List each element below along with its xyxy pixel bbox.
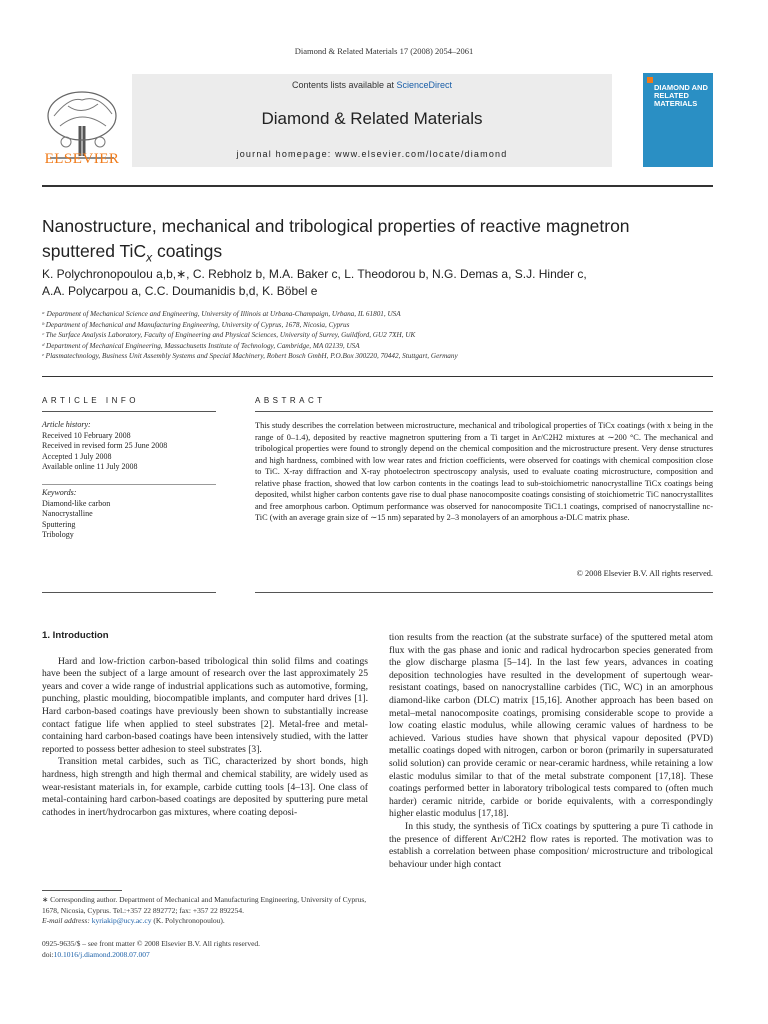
paragraph: tion results from the reaction (at the substrate surface) of the sputtered metal atom flux with the gas phase and ionic and radical hydrocarbon species generated from the glow discharge plasma [5–14]. In the last few years, advances in coating deposition technologies have resulted in the development of supertough wear-resistant coatings, based on nanocrystalline carbides (TiC, WC) in an amorphous diamond-like carbon (DLC) matrix [15,16]. Another approach has been based on metal–metal nanocomposite coatings, promising considerable scope to provide a low coating elastic modulus, while allowing ceramic values of hardness to be achieved. Various studies have shown that physical vapour deposited (PVD) metallic coatings doped with nitrogen, carbon or boron (primarily in supersaturated solid solution) can provide ceramic or near-ceramic hardness, while retaining a low elastic modulus similar to that of the metal substrate component [17,18]. These coatings performed better in laboratory tribological tests compared to (often much harder) ceramic nitride, carbide or boride equivalents, with a correspondingly higher elastic modulus [17,18]. bbox=[389, 632, 713, 820]
title-line-1: Nanostructure, mechanical and tribological properties of reactive magnetron bbox=[42, 216, 630, 236]
abstract-bottom-rule bbox=[255, 592, 713, 593]
article-info-heading: ARTICLE INFO bbox=[42, 396, 139, 405]
doi-label: doi: bbox=[42, 949, 54, 959]
article-info-bottom-rule bbox=[42, 592, 216, 593]
footnote-text: ∗ Corresponding author. Department of Mechanical and Manufacturing Engineering, University of Cyprus, 1678, Nicosia, Cyprus. Tel.:+357 22 892772; fax: +357 22 892254. bbox=[42, 895, 367, 915]
journal-homepage[interactable]: journal homepage: www.elsevier.com/locate/diamond bbox=[236, 149, 508, 159]
email-label: E-mail address: bbox=[42, 916, 92, 925]
affiliation-b: ᵇ Department of Mechanical and Manufacturing Engineering, University of Cyprus, 1678, Nicosia, Cyprus bbox=[42, 320, 350, 329]
cover-accent bbox=[647, 77, 653, 83]
keywords-label: Keywords: bbox=[42, 488, 77, 497]
paragraph: Transition metal carbides, such as TiC, characterized by short bonds, high hardness, high strength and high thermal and chemical stability, are widely used as wear-resistant materials in, for example, carbide cutting tools [4–13]. One class of metal-containing hard carbon-based coatings are deposited by sputtering pure metal cathodes in inert/hydrocarbon gas mixtures, where coating deposi- bbox=[42, 756, 368, 818]
journal-title: Diamond & Related Materials bbox=[261, 109, 483, 128]
history-accepted: Accepted 1 July 2008 bbox=[42, 451, 112, 461]
keyword-item: Nanocrystalline bbox=[42, 509, 93, 518]
doi-line bbox=[42, 950, 368, 961]
abstract-copyright: © 2008 Elsevier B.V. All rights reserved. bbox=[576, 569, 713, 578]
keyword-item: Sputtering bbox=[42, 519, 76, 529]
history-received: Received 10 February 2008 bbox=[42, 430, 131, 440]
doi-link[interactable]: 10.1016/j.diamond.2008.07.007 bbox=[53, 949, 150, 959]
front-matter-rule bbox=[42, 376, 713, 377]
sciencedirect-link[interactable]: ScienceDirect bbox=[396, 80, 453, 90]
email-link[interactable]: kyriakip@ucy.ac.cy bbox=[91, 916, 152, 925]
authors-line-1: K. Polychronopoulou a,b,∗, C. Rebholz b, M.A. Baker c, L. Theodorou b, N.G. Demas a, S.J. Hinder c, bbox=[42, 267, 587, 281]
article-info-divider bbox=[42, 484, 216, 485]
keyword-item: Diamond-like carbon bbox=[42, 498, 111, 508]
body-column-right bbox=[389, 632, 713, 871]
article-history bbox=[42, 420, 216, 473]
abstract-rule bbox=[255, 411, 713, 412]
issn-line: 0925-9635/$ – see front matter © 2008 Elsevier B.V. All rights reserved. bbox=[42, 939, 261, 948]
keywords bbox=[42, 488, 216, 541]
affiliation-e: ᵉ Plasmatechnology, Business Unit Assembly Systems and Special Machinery, Robert Bosch GmbH, P.O.Box 300220, 70442, Stuttgart, Germany bbox=[42, 352, 458, 360]
contents-line bbox=[132, 80, 612, 90]
journal-citation: Diamond & Related Materials 17 (2008) 2054–2061 bbox=[294, 46, 474, 56]
affiliation-c: ᶜ The Surface Analysis Laboratory, Faculty of Engineering and Physical Sciences, University of Surrey, Guildford, GU2 7XH, UK bbox=[42, 331, 416, 339]
authors-line-2: A.A. Polycarpou a, C.C. Doumanidis b,d, K. Böbel e bbox=[42, 284, 318, 298]
keyword-item: Tribology bbox=[42, 530, 74, 539]
abstract-text: This study describes the correlation between microstructure, mechanical and tribological properties of TiCx coatings (with x being in the range of 0–1.4), deposited by reactive magnetron sputtering from a Ti target in Ar/C2H2 mixtures at ∼200 °C. The mechanical and tribological properties were found to strongly depend on the chemical composition and the microstructure present. Very dense structures and high hardness, combined with low wear rates and friction coefficients, were observed for coatings with chemical composition close to TiC. X-ray diffraction and X-ray photoelectron spectroscopy analysis, used to evaluate coating microstructure, composition and relative phase fraction, showed that low carbon contents in the coatings lead to sub-stoichiometric nanocrystalline TiCx coatings being deposited, whilst higher carbon contents gave rise to dual phase nanocomposite coatings consisting of stoichiometric TiC nanocrystallites and free amorphous carbon. Optimum performance was observed for nanocomposite TiC1.1 coatings, comprised of nanocrystalline nc-TiC (with an average grain size of ∼15 nm) separated by 2–3 monolayers of an amorphous a-DLC matrix phase. bbox=[255, 421, 713, 522]
page-footer bbox=[42, 939, 368, 960]
footnote-email-line bbox=[42, 916, 368, 927]
paragraph: In this study, the synthesis of TiCx coatings by sputtering a pure Ti cathode in the presence of different Ar/C2H2 flow rates is reported. The motivation was to establish a correlation between phase composition/ microstructure and tribological behaviour under high contact bbox=[389, 820, 713, 870]
paragraph: Hard and low-friction carbon-based tribological thin solid films and coatings have been the subject of a large amount of research over the last approximately 25 years and cover a wide range of industrial applications such as automotive, forming, punching, plastic moulding, biocompatible implants, and computer hard drives [1]. Hard carbon-based coatings have previously been shown to substantially increase contact fatigue life when applied to steel substrates [2]. Metal-free and metal-containing hard carbon-based coatings have been intensively studied, with the latter reported to possess better adhesion to steel substrates [3]. bbox=[42, 655, 368, 755]
history-revised: Received in revised form 25 June 2008 bbox=[42, 441, 168, 450]
article-title bbox=[42, 214, 712, 271]
header-rule bbox=[42, 185, 713, 187]
author-list bbox=[42, 266, 712, 300]
contents-prefix: Contents lists available at bbox=[291, 80, 397, 90]
section-heading: 1. Introduction bbox=[42, 630, 109, 641]
history-label: Article history: bbox=[42, 420, 91, 429]
title-subscript: x bbox=[146, 250, 153, 265]
article-info-rule bbox=[42, 411, 216, 412]
corresponding-author-footnote bbox=[42, 895, 368, 927]
title-suffix: coatings bbox=[152, 241, 223, 261]
elsevier-wordmark: ELSEVIER bbox=[44, 151, 120, 167]
abstract-heading: ABSTRACT bbox=[255, 396, 326, 405]
title-text: sputtered TiC bbox=[42, 241, 147, 261]
body-column-left bbox=[42, 630, 368, 819]
affiliations bbox=[42, 309, 712, 362]
affiliation-d: ᵈ Department of Mechanical Engineering, Massachusetts Institute of Technology, Cambridge, MA 02139, USA bbox=[42, 341, 360, 350]
footnote-rule bbox=[42, 890, 122, 891]
affiliation-a: ᵃ Department of Mechanical Science and Engineering, University of Illinois at Urbana-Champaign, Urbana, IL 61801, USA bbox=[42, 310, 401, 318]
history-online: Available online 11 July 2008 bbox=[42, 462, 138, 471]
cover-title: DIAMOND AND RELATED MATERIALS bbox=[654, 83, 708, 108]
email-suffix: (K. Polychronopoulou). bbox=[151, 916, 225, 925]
